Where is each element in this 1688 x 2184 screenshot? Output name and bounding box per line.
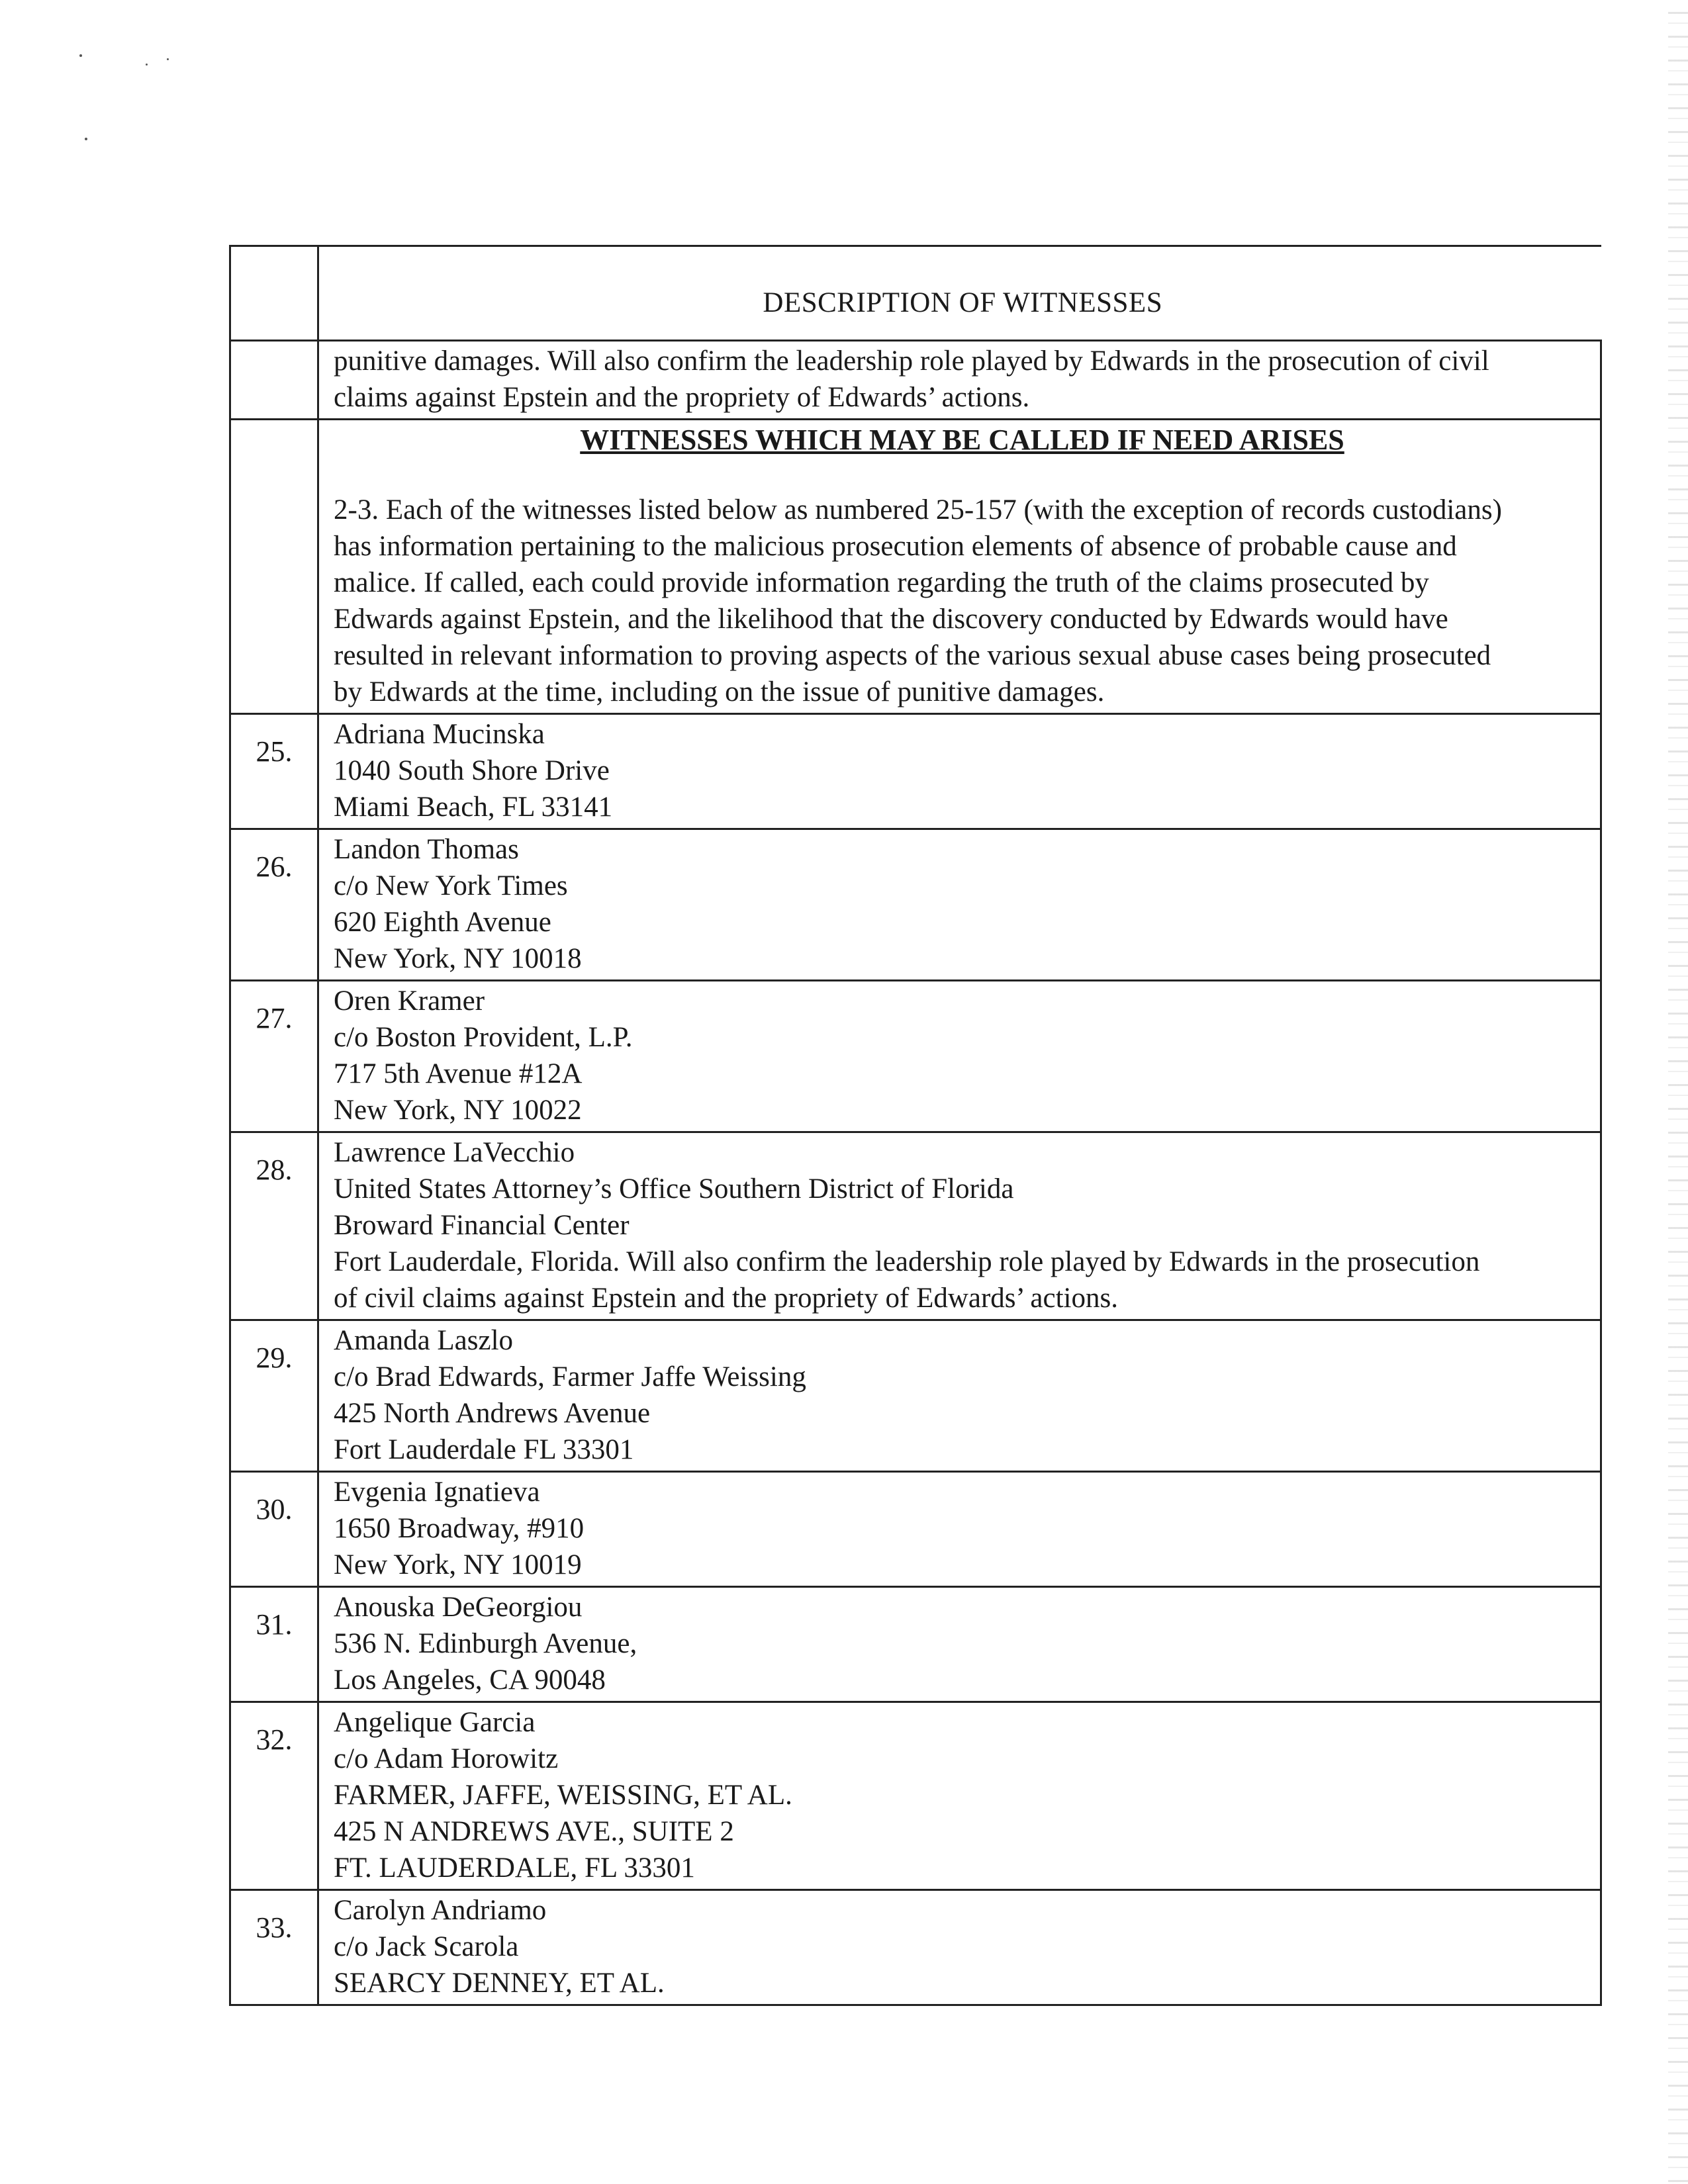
scan-speck bbox=[146, 64, 148, 66]
section-paragraph bbox=[334, 492, 1591, 710]
witness-row bbox=[230, 714, 1601, 829]
witness-details bbox=[318, 714, 1601, 829]
section-heading: WITNESSES WHICH MAY BE CALLED IF NEED ARISES bbox=[580, 424, 1344, 456]
witness-address-line: c/o Boston Provident, L.P. bbox=[334, 1022, 633, 1053]
scan-speck bbox=[167, 58, 169, 60]
witness-number: 28. bbox=[230, 1132, 318, 1320]
witness-name: Landon Thomas bbox=[334, 834, 519, 865]
witness-details bbox=[318, 1472, 1601, 1587]
section-row bbox=[230, 420, 1601, 714]
section-line: resulted in relevant information to proving aspects of the various sexual abuse cases being prosecuted bbox=[334, 640, 1491, 671]
witness-address-line: 717 5th Avenue #12A bbox=[334, 1058, 583, 1089]
continuation-desc-cell bbox=[318, 341, 1601, 420]
witness-details bbox=[318, 1587, 1601, 1702]
section-desc-cell bbox=[318, 420, 1601, 714]
witness-row bbox=[230, 829, 1601, 981]
witness-address-line: Broward Financial Center bbox=[334, 1210, 630, 1241]
witness-number: 32. bbox=[230, 1702, 318, 1890]
witness-name: Carolyn Andriamo bbox=[334, 1895, 547, 1926]
witness-address-line: New York, NY 10019 bbox=[334, 1549, 582, 1580]
witness-number: 27. bbox=[230, 981, 318, 1132]
witness-details bbox=[318, 1132, 1601, 1320]
witness-address-line: of civil claims against Epstein and the propriety of Edwards’ actions. bbox=[334, 1283, 1118, 1314]
witness-address-line: c/o Jack Scarola bbox=[334, 1931, 519, 1962]
section-line: Edwards against Epstein, and the likelihood that the discovery conducted by Edwards would have bbox=[334, 604, 1448, 635]
witness-address-line: 1040 South Shore Drive bbox=[334, 755, 610, 786]
section-line: by Edwards at the time, including on the issue of punitive damages. bbox=[334, 676, 1105, 707]
witness-name: Amanda Laszlo bbox=[334, 1325, 514, 1356]
table-header-title: DESCRIPTION OF WITNESSES bbox=[763, 287, 1163, 318]
witness-details bbox=[318, 981, 1601, 1132]
witness-address-line: FARMER, JAFFE, WEISSING, ET AL. bbox=[334, 1780, 792, 1811]
witness-name: Anouska DeGeorgiou bbox=[334, 1592, 583, 1623]
continuation-line: claims against Epstein and the propriety of Edwards’ actions. bbox=[334, 382, 1030, 413]
witness-address-line: 536 N. Edinburgh Avenue, bbox=[334, 1628, 637, 1659]
witness-row bbox=[230, 981, 1601, 1132]
witness-address-line: Miami Beach, FL 33141 bbox=[334, 792, 613, 823]
section-line: 2-3. Each of the witnesses listed below as numbered 25-157 (with the exception of records custodians) bbox=[334, 494, 1502, 525]
scan-speck bbox=[85, 138, 87, 140]
witness-number: 26. bbox=[230, 829, 318, 981]
witness-address-line: Fort Lauderdale, Florida. Will also confirm the leadership role played by Edwards in the prosecution bbox=[334, 1246, 1480, 1277]
witness-name: Oren Kramer bbox=[334, 985, 485, 1017]
scan-speck bbox=[79, 54, 82, 57]
witness-table bbox=[229, 245, 1602, 2006]
witness-details bbox=[318, 1890, 1601, 2005]
witness-address-line: Los Angeles, CA 90048 bbox=[334, 1664, 606, 1696]
witness-address-line: United States Attorney’s Office Southern District of Florida bbox=[334, 1173, 1014, 1205]
witness-number: 33. bbox=[230, 1890, 318, 2005]
witness-address-line: Fort Lauderdale FL 33301 bbox=[334, 1434, 634, 1465]
witness-details bbox=[318, 1702, 1601, 1890]
witness-number: 29. bbox=[230, 1320, 318, 1472]
scan-edge bbox=[1668, 0, 1688, 2184]
witness-address-line: c/o New York Times bbox=[334, 870, 568, 901]
witness-address-line: 1650 Broadway, #910 bbox=[334, 1513, 585, 1544]
witness-number: 30. bbox=[230, 1472, 318, 1587]
witness-name: Lawrence LaVecchio bbox=[334, 1137, 575, 1168]
witness-row bbox=[230, 1132, 1601, 1320]
witness-row bbox=[230, 1587, 1601, 1702]
witness-address-line: FT. LAUDERDALE, FL 33301 bbox=[334, 1852, 695, 1884]
witness-address-line: c/o Adam Horowitz bbox=[334, 1743, 559, 1774]
witness-row bbox=[230, 1320, 1601, 1472]
witness-details bbox=[318, 829, 1601, 981]
header-row bbox=[230, 246, 1601, 341]
header-desc-cell bbox=[318, 246, 1601, 341]
witness-number: 31. bbox=[230, 1587, 318, 1702]
witness-name: Evgenia Ignatieva bbox=[334, 1477, 540, 1508]
witness-details bbox=[318, 1320, 1601, 1472]
witness-address-line: 425 North Andrews Avenue bbox=[334, 1398, 651, 1429]
witness-name: Angelique Garcia bbox=[334, 1707, 536, 1738]
witness-row bbox=[230, 1890, 1601, 2005]
header-number-cell bbox=[230, 246, 318, 341]
continuation-line: punitive damages. Will also confirm the leadership role played by Edwards in the prosecution of civil bbox=[334, 345, 1489, 377]
witness-name: Adriana Mucinska bbox=[334, 719, 545, 750]
section-number-cell bbox=[230, 420, 318, 714]
witness-address-line: New York, NY 10022 bbox=[334, 1095, 582, 1126]
section-line: malice. If called, each could provide information regarding the truth of the claims prosecuted by bbox=[334, 567, 1429, 598]
witness-address-line: 620 Eighth Avenue bbox=[334, 907, 551, 938]
continuation-row bbox=[230, 341, 1601, 420]
witness-address-line: 425 N ANDREWS AVE., SUITE 2 bbox=[334, 1816, 734, 1847]
witness-address-line: New York, NY 10018 bbox=[334, 943, 582, 974]
witness-address-line: c/o Brad Edwards, Farmer Jaffe Weissing bbox=[334, 1361, 806, 1392]
witness-address-line: SEARCY DENNEY, ET AL. bbox=[334, 1968, 665, 1999]
section-line: has information pertaining to the malicious prosecution elements of absence of probable cause and bbox=[334, 531, 1457, 562]
continuation-number-cell bbox=[230, 341, 318, 420]
witness-row bbox=[230, 1702, 1601, 1890]
witness-number: 25. bbox=[230, 714, 318, 829]
witness-row bbox=[230, 1472, 1601, 1587]
